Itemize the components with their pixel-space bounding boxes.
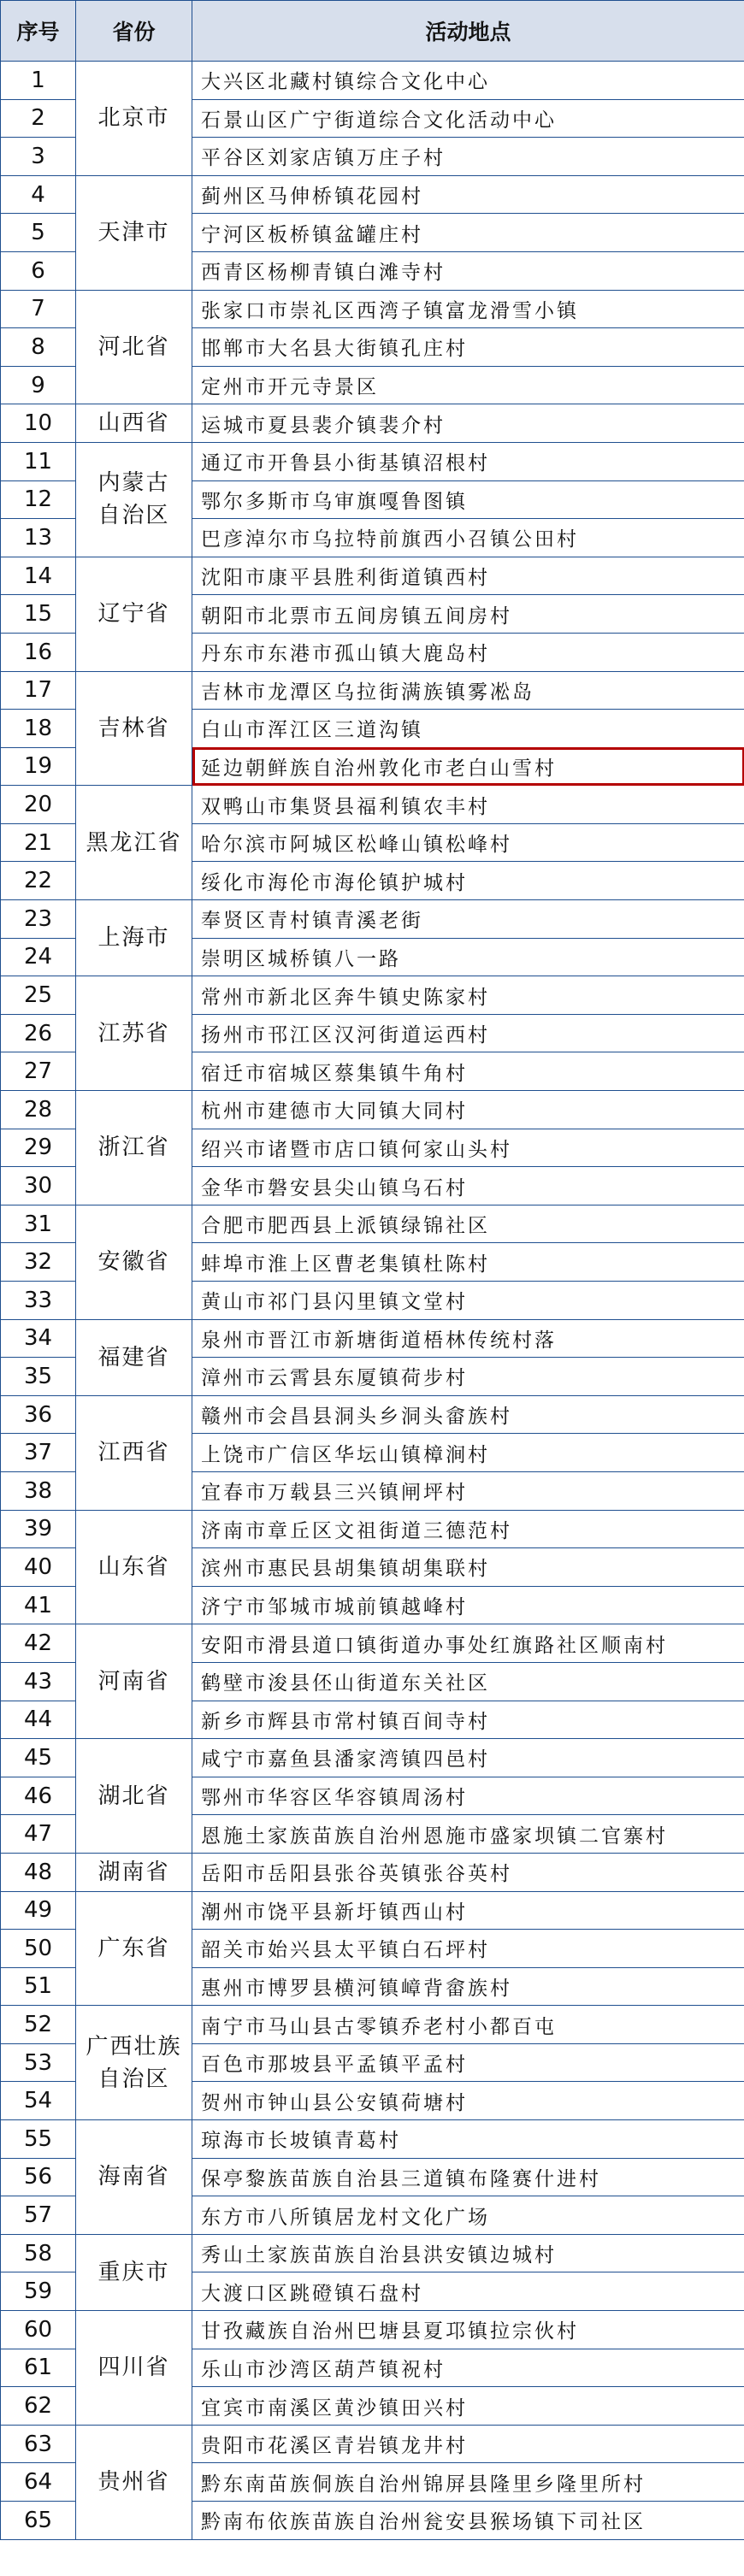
location-cell: 韶关市始兴县太平镇白石坪村 bbox=[192, 1930, 744, 1968]
row-index: 16 bbox=[1, 633, 76, 671]
row-index: 36 bbox=[1, 1395, 76, 1434]
location-cell: 贵阳市花溪区青岩镇龙井村 bbox=[192, 2425, 744, 2463]
table-row bbox=[1, 976, 744, 1015]
location-cell: 通辽市开鲁县小街基镇沼根村 bbox=[192, 442, 744, 480]
location-cell: 合肥市肥西县上派镇绿锦社区 bbox=[192, 1205, 744, 1243]
row-index: 11 bbox=[1, 442, 76, 480]
row-index: 62 bbox=[1, 2387, 76, 2426]
table-row bbox=[1, 2234, 744, 2272]
row-index: 55 bbox=[1, 2120, 76, 2159]
location-cell: 大兴区北藏村镇综合文化中心 bbox=[192, 62, 744, 100]
row-index: 22 bbox=[1, 862, 76, 900]
location-cell: 石景山区广宁街道综合文化活动中心 bbox=[192, 99, 744, 138]
location-cell: 定州市开元寺景区 bbox=[192, 366, 744, 404]
row-index: 29 bbox=[1, 1129, 76, 1167]
table-row bbox=[1, 1205, 744, 1243]
table-row bbox=[1, 62, 744, 100]
row-index: 39 bbox=[1, 1510, 76, 1548]
row-index: 38 bbox=[1, 1471, 76, 1510]
row-index: 59 bbox=[1, 2272, 76, 2311]
location-cell: 泉州市晋江市新塘街道梧林传统村落 bbox=[192, 1319, 744, 1358]
row-index: 28 bbox=[1, 1091, 76, 1129]
table-row bbox=[1, 900, 744, 939]
row-index: 21 bbox=[1, 823, 76, 862]
table-row bbox=[1, 290, 744, 328]
province-cell: 山西省 bbox=[76, 404, 192, 443]
province-cell: 湖北省 bbox=[76, 1739, 192, 1854]
province-cell: 山东省 bbox=[76, 1510, 192, 1624]
location-cell: 漳州市云霄县东厦镇荷步村 bbox=[192, 1358, 744, 1396]
row-index: 61 bbox=[1, 2349, 76, 2387]
province-cell: 河南省 bbox=[76, 1624, 192, 1739]
location-cell: 西青区杨柳青镇白滩寺村 bbox=[192, 251, 744, 290]
row-index: 49 bbox=[1, 1891, 76, 1930]
row-index: 51 bbox=[1, 1967, 76, 2006]
row-index: 14 bbox=[1, 557, 76, 595]
row-index: 63 bbox=[1, 2425, 76, 2463]
row-index: 60 bbox=[1, 2311, 76, 2349]
row-index: 46 bbox=[1, 1777, 76, 1815]
province-cell: 天津市 bbox=[76, 175, 192, 290]
location-cell: 惠州市博罗县横河镇嶂背畲族村 bbox=[192, 1967, 744, 2006]
row-index: 35 bbox=[1, 1358, 76, 1396]
header-index: 序号 bbox=[1, 1, 76, 62]
location-cell: 金华市磐安县尖山镇乌石村 bbox=[192, 1167, 744, 1205]
location-cell: 秀山土家族苗族自治县洪安镇边城村 bbox=[192, 2234, 744, 2272]
location-cell: 丹东市东港市孤山镇大鹿岛村 bbox=[192, 633, 744, 671]
row-index: 45 bbox=[1, 1739, 76, 1777]
table-row bbox=[1, 2425, 744, 2463]
row-index: 57 bbox=[1, 2196, 76, 2235]
location-cell: 宿迁市宿城区蔡集镇牛角村 bbox=[192, 1052, 744, 1091]
row-index: 65 bbox=[1, 2502, 76, 2540]
province-cell: 黑龙江省 bbox=[76, 786, 192, 900]
province-cell: 江苏省 bbox=[76, 976, 192, 1091]
row-index: 13 bbox=[1, 519, 76, 557]
location-cell: 张家口市崇礼区西湾子镇富龙滑雪小镇 bbox=[192, 290, 744, 328]
row-index: 25 bbox=[1, 976, 76, 1015]
row-index: 52 bbox=[1, 2006, 76, 2044]
table-header bbox=[1, 1, 744, 62]
row-index: 2 bbox=[1, 99, 76, 138]
header-province: 省份 bbox=[76, 1, 192, 62]
table-row bbox=[1, 2311, 744, 2349]
location-cell: 上饶市广信区华坛山镇樟涧村 bbox=[192, 1434, 744, 1472]
table-row bbox=[1, 442, 744, 480]
province-cell: 吉林省 bbox=[76, 671, 192, 786]
location-cell: 咸宁市嘉鱼县潘家湾镇四邑村 bbox=[192, 1739, 744, 1777]
location-cell: 宁河区板桥镇盆罐庄村 bbox=[192, 214, 744, 252]
row-index: 56 bbox=[1, 2158, 76, 2196]
province-cell: 河北省 bbox=[76, 290, 192, 404]
row-index: 20 bbox=[1, 786, 76, 824]
location-cell: 济南市章丘区文祖街道三德范村 bbox=[192, 1510, 744, 1548]
location-cell: 邯郸市大名县大街镇孔庄村 bbox=[192, 328, 744, 367]
province-cell: 江西省 bbox=[76, 1395, 192, 1510]
province-cell: 贵州省 bbox=[76, 2425, 192, 2539]
row-index: 44 bbox=[1, 1701, 76, 1739]
table-row bbox=[1, 1091, 744, 1129]
row-index: 34 bbox=[1, 1319, 76, 1358]
row-index: 54 bbox=[1, 2082, 76, 2120]
location-cell: 贺州市钟山县公安镇荷塘村 bbox=[192, 2082, 744, 2120]
location-cell: 甘孜藏族自治州巴塘县夏邛镇拉宗伙村 bbox=[192, 2311, 744, 2349]
row-index: 42 bbox=[1, 1624, 76, 1663]
row-index: 5 bbox=[1, 214, 76, 252]
table-row bbox=[1, 786, 744, 824]
row-index: 32 bbox=[1, 1243, 76, 1282]
location-cell: 沈阳市康平县胜利街道镇西村 bbox=[192, 557, 744, 595]
location-cell: 崇明区城桥镇八一路 bbox=[192, 938, 744, 976]
location-cell: 巴彦淖尔市乌拉特前旗西小召镇公田村 bbox=[192, 519, 744, 557]
table-row bbox=[1, 1510, 744, 1548]
location-cell: 百色市那坡县平孟镇平孟村 bbox=[192, 2043, 744, 2082]
location-cell: 黔南布依族苗族自治州瓮安县猴场镇下司社区 bbox=[192, 2502, 744, 2540]
table-row bbox=[1, 2006, 744, 2044]
row-index: 8 bbox=[1, 328, 76, 367]
table-row bbox=[1, 1624, 744, 1663]
table-row bbox=[1, 671, 744, 710]
row-index: 58 bbox=[1, 2234, 76, 2272]
row-index: 9 bbox=[1, 366, 76, 404]
province-cell: 广东省 bbox=[76, 1891, 192, 2006]
row-index: 12 bbox=[1, 480, 76, 519]
location-cell: 鄂州市华容区华容镇周汤村 bbox=[192, 1777, 744, 1815]
location-cell: 双鸭山市集贤县福利镇农丰村 bbox=[192, 786, 744, 824]
location-cell: 岳阳市岳阳县张谷英镇张谷英村 bbox=[192, 1853, 744, 1891]
row-index: 15 bbox=[1, 595, 76, 634]
row-index: 48 bbox=[1, 1853, 76, 1891]
table-row bbox=[1, 404, 744, 443]
location-cell: 东方市八所镇居龙村文化广场 bbox=[192, 2196, 744, 2235]
row-index: 27 bbox=[1, 1052, 76, 1091]
location-cell: 黄山市祁门县闪里镇文堂村 bbox=[192, 1282, 744, 1320]
province-cell: 四川省 bbox=[76, 2311, 192, 2426]
province-cell: 重庆市 bbox=[76, 2234, 192, 2310]
province-cell: 浙江省 bbox=[76, 1091, 192, 1205]
location-cell: 济宁市邹城市城前镇越峰村 bbox=[192, 1586, 744, 1624]
location-cell: 乐山市沙湾区葫芦镇祝村 bbox=[192, 2349, 744, 2387]
province-cell: 安徽省 bbox=[76, 1205, 192, 1319]
row-index: 7 bbox=[1, 290, 76, 328]
row-index: 30 bbox=[1, 1167, 76, 1205]
province-cell: 上海市 bbox=[76, 900, 192, 976]
table-row bbox=[1, 1891, 744, 1930]
table-row bbox=[1, 2120, 744, 2159]
row-index: 23 bbox=[1, 900, 76, 939]
row-index: 24 bbox=[1, 938, 76, 976]
location-cell: 保亭黎族苗族自治县三道镇布隆赛什进村 bbox=[192, 2158, 744, 2196]
table-row bbox=[1, 1853, 744, 1891]
province-cell: 内蒙古 自治区 bbox=[76, 442, 192, 557]
province-cell: 北京市 bbox=[76, 62, 192, 176]
header-location: 活动地点 bbox=[192, 1, 744, 62]
row-index: 19 bbox=[1, 747, 76, 786]
row-index: 17 bbox=[1, 671, 76, 710]
province-cell: 湖南省 bbox=[76, 1853, 192, 1891]
table-row bbox=[1, 1319, 744, 1358]
location-cell: 常州市新北区奔牛镇史陈家村 bbox=[192, 976, 744, 1015]
location-cell: 扬州市邗江区汉河街道运西村 bbox=[192, 1014, 744, 1052]
location-cell: 赣州市会昌县洞头乡洞头畲族村 bbox=[192, 1395, 744, 1434]
row-index: 26 bbox=[1, 1014, 76, 1052]
location-cell: 运城市夏县裴介镇裴介村 bbox=[192, 404, 744, 443]
location-cell: 白山市浑江区三道沟镇 bbox=[192, 710, 744, 748]
row-index: 3 bbox=[1, 138, 76, 176]
location-cell: 蚌埠市淮上区曹老集镇杜陈村 bbox=[192, 1243, 744, 1282]
location-cell: 吉林市龙潭区乌拉街满族镇雾凇岛 bbox=[192, 671, 744, 710]
row-index: 41 bbox=[1, 1586, 76, 1624]
location-cell: 绍兴市诸暨市店口镇何家山头村 bbox=[192, 1129, 744, 1167]
location-cell: 大渡口区跳磴镇石盘村 bbox=[192, 2272, 744, 2311]
table-row bbox=[1, 1739, 744, 1777]
location-cell: 新乡市辉县市常村镇百间寺村 bbox=[192, 1701, 744, 1739]
location-cell: 宜宾市南溪区黄沙镇田兴村 bbox=[192, 2387, 744, 2426]
location-cell: 朝阳市北票市五间房镇五间房村 bbox=[192, 595, 744, 634]
location-cell: 鹤壁市浚县伾山街道东关社区 bbox=[192, 1662, 744, 1701]
table-body bbox=[1, 62, 744, 2540]
row-index: 50 bbox=[1, 1930, 76, 1968]
location-cell: 蓟州区马伸桥镇花园村 bbox=[192, 175, 744, 214]
location-cell: 琼海市长坡镇青葛村 bbox=[192, 2120, 744, 2159]
location-cell: 哈尔滨市阿城区松峰山镇松峰村 bbox=[192, 823, 744, 862]
table-row bbox=[1, 175, 744, 214]
location-cell: 宜春市万载县三兴镇闸坪村 bbox=[192, 1471, 744, 1510]
row-index: 1 bbox=[1, 62, 76, 100]
row-index: 64 bbox=[1, 2463, 76, 2502]
location-cell: 安阳市滑县道口镇街道办事处红旗路社区顺南村 bbox=[192, 1624, 744, 1663]
row-index: 40 bbox=[1, 1548, 76, 1587]
province-cell: 广西壮族 自治区 bbox=[76, 2006, 192, 2120]
province-cell: 海南省 bbox=[76, 2120, 192, 2235]
location-cell: 绥化市海伦市海伦镇护城村 bbox=[192, 862, 744, 900]
row-index: 31 bbox=[1, 1205, 76, 1243]
location-cell: 杭州市建德市大同镇大同村 bbox=[192, 1091, 744, 1129]
row-index: 4 bbox=[1, 175, 76, 214]
table-row bbox=[1, 1395, 744, 1434]
row-index: 10 bbox=[1, 404, 76, 443]
province-cell: 福建省 bbox=[76, 1319, 192, 1395]
location-cell: 南宁市马山县古零镇乔老村小都百屯 bbox=[192, 2006, 744, 2044]
row-index: 33 bbox=[1, 1282, 76, 1320]
location-cell: 平谷区刘家店镇万庄子村 bbox=[192, 138, 744, 176]
table-row bbox=[1, 557, 744, 595]
row-index: 37 bbox=[1, 1434, 76, 1472]
row-index: 18 bbox=[1, 710, 76, 748]
location-cell: 黔东南苗族侗族自治州锦屏县隆里乡隆里所村 bbox=[192, 2463, 744, 2502]
header-row bbox=[1, 1, 744, 62]
row-index: 53 bbox=[1, 2043, 76, 2082]
location-cell: 潮州市饶平县新圩镇西山村 bbox=[192, 1891, 744, 1930]
row-index: 47 bbox=[1, 1815, 76, 1854]
row-index: 6 bbox=[1, 251, 76, 290]
province-cell: 辽宁省 bbox=[76, 557, 192, 671]
location-cell: 延边朝鲜族自治州敦化市老白山雪村 bbox=[192, 747, 744, 786]
location-cell: 鄂尔多斯市乌审旗嘎鲁图镇 bbox=[192, 480, 744, 519]
location-cell: 恩施土家族苗族自治州恩施市盛家坝镇二官寨村 bbox=[192, 1815, 744, 1854]
location-cell: 滨州市惠民县胡集镇胡集联村 bbox=[192, 1548, 744, 1587]
row-index: 43 bbox=[1, 1662, 76, 1701]
location-cell: 奉贤区青村镇青溪老街 bbox=[192, 900, 744, 939]
